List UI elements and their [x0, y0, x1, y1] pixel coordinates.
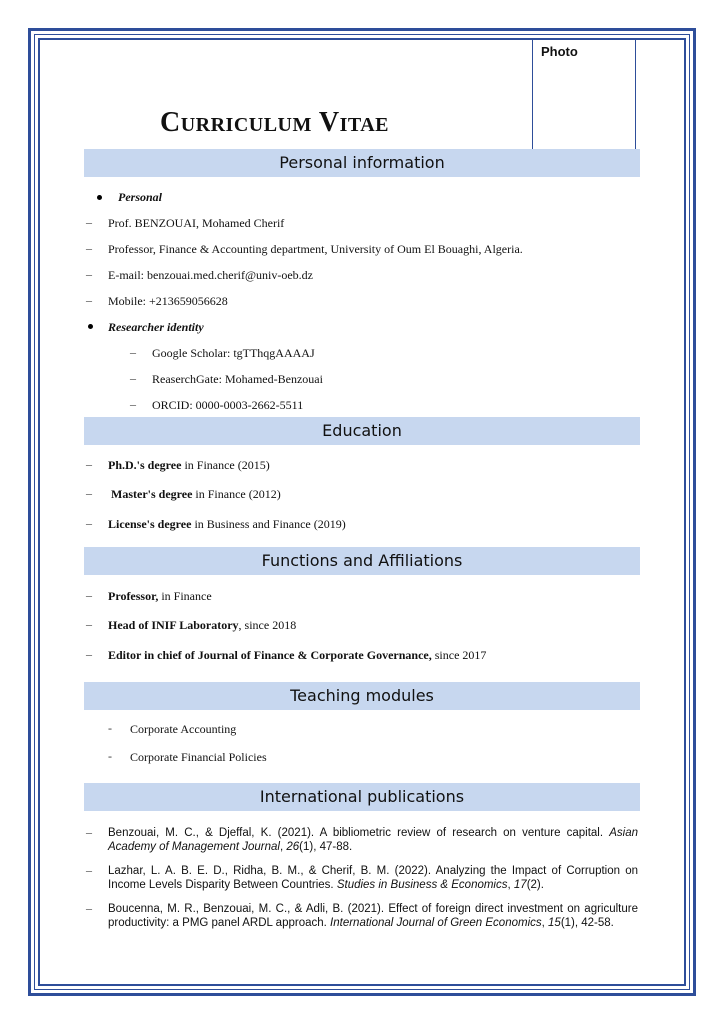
- personal-mobile: Mobile: +213659056628: [108, 294, 228, 308]
- researcher-scholar: Google Scholar: tgTThqgAAAAJ: [152, 346, 315, 360]
- function-detail: in Finance: [158, 589, 212, 603]
- publication-pages: (1), 47-88.: [299, 841, 353, 853]
- function-item: [108, 618, 296, 633]
- education-detail: in Business and Finance (2019): [191, 517, 346, 531]
- dash-marker: –: [86, 267, 92, 281]
- personal-position: Professor, Finance & Accounting department, University of Oum El Bouaghi, Algeria.: [108, 242, 523, 256]
- personal-name: Prof. BENZOUAI, Mohamed Cherif: [108, 216, 285, 230]
- publication-journal: Asian Academy of Management Journal: [108, 827, 638, 853]
- education-item: [108, 458, 270, 473]
- publication-text: Boucenna, M. R., Benzouai, M. C., & Adli, B. (2021). Effect of foreign direct investment on agriculture productivity: a PMG panel ARDL approach.: [108, 903, 638, 929]
- publication-item: [108, 864, 638, 892]
- function-role: Head of INIF Laboratory: [108, 618, 239, 632]
- section-header-functions: Functions and Affiliations: [84, 547, 640, 575]
- teaching-item: Corporate Accounting: [130, 722, 237, 736]
- publication-separator: ,: [279, 841, 287, 853]
- dash-marker: –: [86, 901, 92, 915]
- publication-text: Benzouai, M. C., & Djeffal, K. (2021). A bibliometric review of research on venture capital.: [108, 827, 610, 839]
- dash-marker: –: [86, 825, 92, 839]
- dash-marker: –: [86, 863, 92, 877]
- dash-marker: –: [86, 617, 92, 631]
- bullet-dot: [88, 324, 93, 329]
- publication-volume: 26: [286, 841, 300, 853]
- function-role: Editor in chief of Journal of Finance & Corporate Governance,: [108, 648, 432, 662]
- dash-marker: –: [86, 293, 92, 307]
- dash-marker: –: [130, 371, 136, 385]
- researcher-orcid: ORCID: 0000-0003-2662-5511: [152, 398, 304, 412]
- bullet-dot: [97, 195, 102, 200]
- publication-volume: 17: [513, 879, 527, 891]
- dash-marker: –: [130, 397, 136, 411]
- publication-pages: (2).: [526, 879, 544, 891]
- dash-marker: –: [86, 516, 92, 530]
- section-header-teaching: Teaching modules: [84, 682, 640, 710]
- dash-marker: -: [108, 749, 112, 763]
- publication-journal: International Journal of Green Economics: [330, 917, 542, 929]
- dash-marker: –: [86, 486, 92, 500]
- education-degree: Master's degree: [111, 487, 193, 501]
- dash-marker: –: [86, 647, 92, 661]
- personal-email: E-mail: benzouai.med.cherif@univ-oeb.dz: [108, 268, 313, 282]
- education-detail: in Finance (2012): [192, 487, 281, 501]
- function-detail: , since 2018: [238, 618, 297, 632]
- publication-journal: Studies in Business & Economics: [336, 879, 508, 891]
- publication-volume: 15: [548, 917, 561, 929]
- section-header-personal: Personal information: [84, 149, 640, 177]
- researcher-heading: Researcher identity: [108, 320, 204, 334]
- function-role: Professor,: [108, 589, 159, 603]
- publication-separator: ,: [541, 917, 549, 929]
- section-header-publications: International publications: [84, 783, 640, 811]
- section-header-education: Education: [84, 417, 640, 445]
- dash-marker: –: [86, 457, 92, 471]
- dash-marker: –: [130, 345, 136, 359]
- function-item: [108, 589, 212, 604]
- dash-marker: –: [86, 215, 92, 229]
- publication-separator: ,: [507, 879, 514, 891]
- photo-label: Photo: [541, 44, 578, 59]
- education-detail: in Finance (2015): [181, 458, 270, 472]
- dash-marker: –: [86, 241, 92, 255]
- personal-heading: Personal: [118, 190, 163, 204]
- dash-marker: -: [108, 721, 112, 735]
- education-item: [108, 517, 346, 532]
- document-title: Curriculum Vitae: [160, 107, 390, 138]
- publication-item: [108, 826, 638, 854]
- function-item: [108, 648, 486, 663]
- education-degree: License's degree: [108, 517, 192, 531]
- publication-item: [108, 902, 638, 930]
- education-degree: Ph.D.'s degree: [108, 458, 182, 472]
- dash-marker: –: [86, 588, 92, 602]
- function-detail: since 2017: [431, 648, 487, 662]
- publication-text: Lazhar, L. A. B. E. D., Ridha, B. M., & Cherif, B. M. (2022). Analyzing the Impact of Corruption on Income Levels Disparity Between Countries.: [108, 865, 638, 891]
- researcher-researchgate: ReaserchGate: Mohamed-Benzouai: [152, 372, 323, 386]
- education-item: [111, 487, 281, 502]
- publication-pages: (1), 42-58.: [560, 917, 614, 929]
- photo-placeholder: [532, 39, 636, 151]
- teaching-item: Corporate Financial Policies: [130, 750, 267, 764]
